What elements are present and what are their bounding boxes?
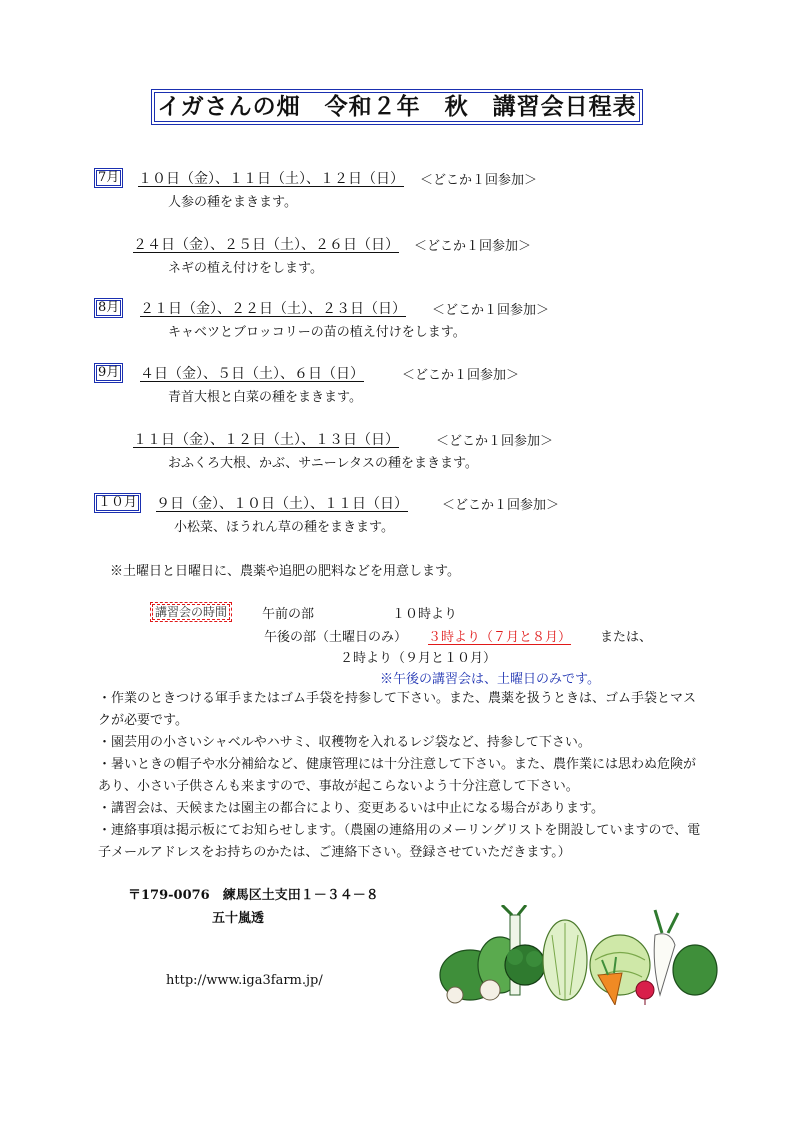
schedule-dates: ９日（金）、１０日（土）、１１日（日） <box>156 496 408 512</box>
or-text: または、 <box>600 630 653 645</box>
afternoon-label: 午後の部（土曜日のみ） <box>264 630 408 645</box>
schedule-desc: 青首大根と白菜の種をまきます。 <box>168 390 362 405</box>
schedule-dates: １１日（金）、１２日（土）、１３日（日） <box>133 432 399 448</box>
schedule-desc: おふくろ大根、かぶ、サニーレタスの種をまきます。 <box>168 456 478 471</box>
supply-note: ※土曜日と日曜日に、農薬や追肥の肥料などを用意します。 <box>110 564 460 579</box>
morning-time: １０時より <box>392 607 458 622</box>
schedule-note: ＜どこか１回参加＞ <box>442 498 560 513</box>
schedule-desc: キャベツとブロッコリーの苗の植え付けをします。 <box>168 325 466 340</box>
page-title: イガさんの畑 令和２年 秋 講習会日程表 <box>154 92 640 122</box>
month-label: １０月 <box>98 495 138 510</box>
schedule-note: ＜どこか１回参加＞ <box>414 239 532 254</box>
notice-item: ・作業のときつける軍手またはゴム手袋を持参して下さい。また、農薬を扱うときは、ゴム手袋とマスクが必要です。 <box>98 691 697 728</box>
organizer-name: 五十嵐透 <box>212 911 265 926</box>
notice-item: ・園芸用の小さいシャベルやハサミ、収穫物を入れるレジ袋など、持参して下さい。 <box>98 735 591 750</box>
schedule-note: ＜どこか１回参加＞ <box>420 173 538 188</box>
schedule-desc: 小松菜、ほうれん草の種をまきます。 <box>174 520 394 535</box>
schedule-note: ＜どこか１回参加＞ <box>432 303 550 318</box>
schedule-note: ＜どこか１回参加＞ <box>402 368 520 383</box>
schedule-desc: ネギの植え付けをします。 <box>168 261 323 276</box>
month-label: 7月 <box>98 170 120 185</box>
month-label: 9月 <box>98 365 120 380</box>
address: 〒179-0076 練馬区土支田１－３４－８ <box>128 888 379 903</box>
schedule-dates: １０日（金）、１１日（土）、１２日（日） <box>138 171 404 187</box>
schedule-note: ＜どこか１回参加＞ <box>436 434 554 449</box>
notice-item: ・暑いときの帽子や水分補給など、健康管理には十分注意して下さい。また、農作業には思わぬ危険があり、小さい子供さんも来ますので、事故が起こらないよう十分注意して下さい。 <box>98 757 697 794</box>
afternoon-time-summer: ３時より（７月と８月） <box>428 630 572 645</box>
afternoon-note: ※午後の講習会は、土曜日のみです。 <box>380 672 600 687</box>
schedule-desc: 人参の種をまきます。 <box>168 195 297 210</box>
morning-label: 午前の部 <box>262 607 315 622</box>
notice-item: ・講習会は、天候または園主の都合により、変更あるいは中止になる場合があります。 <box>98 801 604 816</box>
vegetables-illustration <box>430 905 730 1005</box>
schedule-dates: ２１日（金）、２２日（土）、２３日（日） <box>140 301 406 317</box>
lecture-time-label: 講習会の時間 <box>152 604 230 620</box>
notice-item: ・連絡事項は掲示板にてお知らせします。（農園の連絡用のメーリングリストを開設していますので、電子メールアドレスをお持ちのかたは、ご連絡下さい。登録させていただきます。） <box>98 823 701 860</box>
month-label: 8月 <box>98 300 120 315</box>
schedule-dates: ４日（金）、５日（土）、６日（日） <box>140 366 364 382</box>
afternoon-time-autumn: ２時より（９月と１０月） <box>340 651 497 666</box>
website-url[interactable]: http://www.iga3farm.jp/ <box>166 973 323 988</box>
schedule-dates: ２４日（金）、２５日（土）、２６日（日） <box>133 237 399 253</box>
